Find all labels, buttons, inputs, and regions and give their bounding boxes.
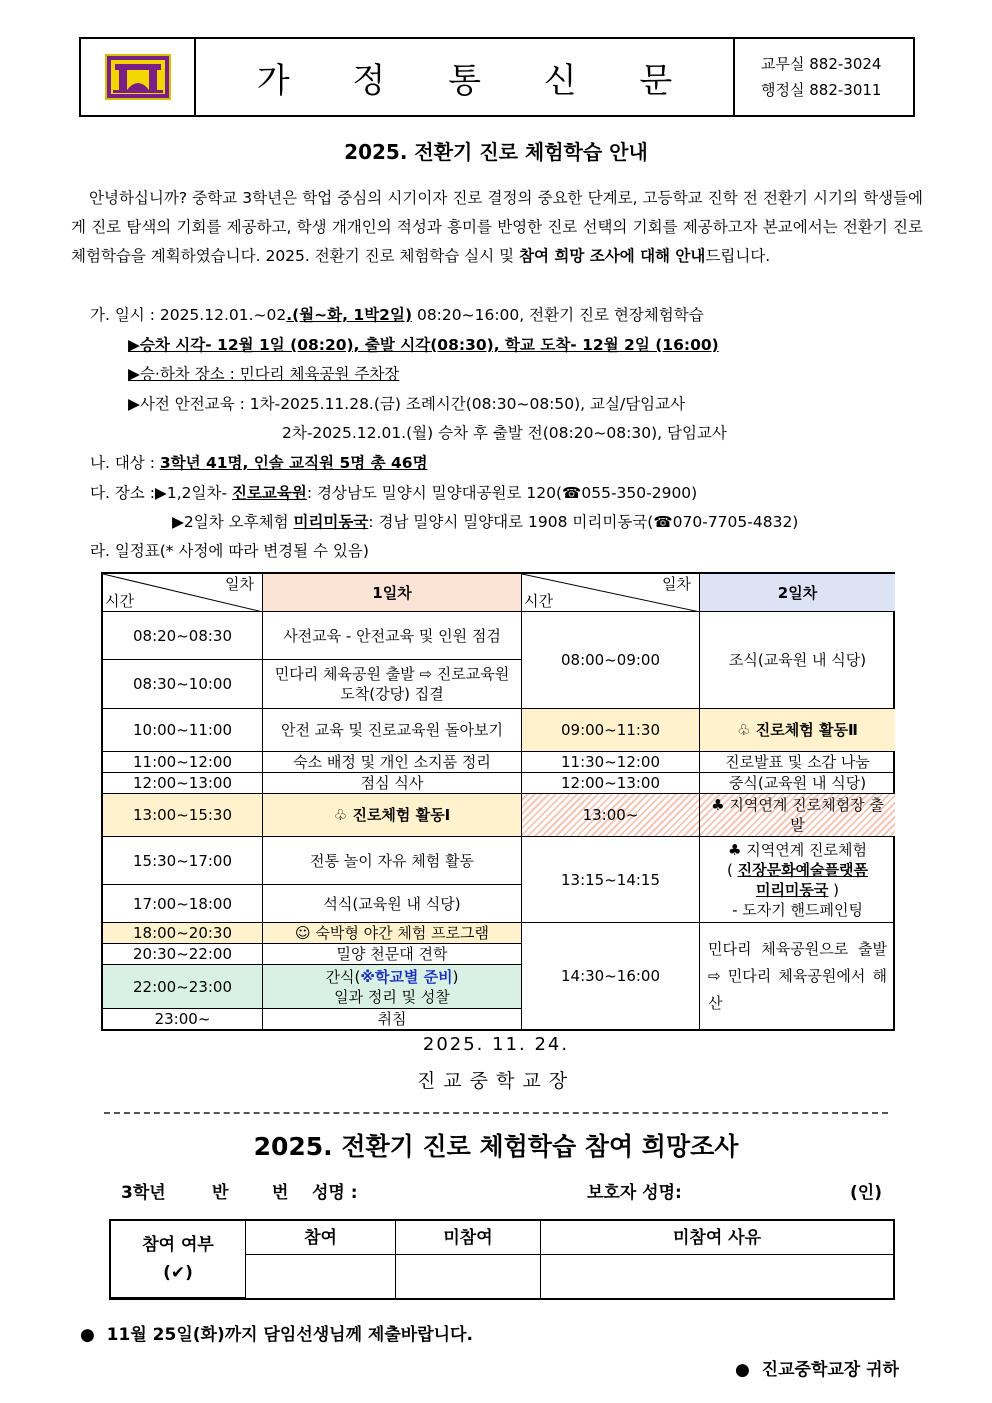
day2-time: 11:30~12:00 [522,752,700,773]
day2-time: 08:00~09:00 [522,612,700,709]
office-phone: 교무실 882-3024 [761,55,882,73]
pickup-place: ▶승·하차 장소 : 민다리 체육공원 주차장 [128,365,400,383]
item-na-target: 나. 대상 : 3학년 41명, 인솔 교직원 5명 총 46명 [90,454,428,472]
day2-activity-local: ♣ 지역연계 진로체험 ( 진장문화예술플랫폼 미리미동국 ) - 도자기 핸드페인팅 [700,837,895,923]
admin-phone: 행정실 882-3011 [761,81,882,99]
main-title: 2025. 전환기 진로 체험학습 안내 [344,140,648,164]
phone-numbers [733,39,913,115]
day1-time: 13:00~15:30 [103,794,263,837]
header-box [79,37,915,117]
day2-time: 14:30~16:00 [522,923,700,1029]
day1-activity: 점심 식사 [263,773,522,794]
day1-activity: 전통 놀이 자유 체험 활동 [263,837,522,885]
col-participate: 참여 [246,1221,396,1255]
survey-class: 반 [212,1183,229,1203]
header-diagonal-left: 일차 시간 [103,574,263,612]
day2-activity: ♣ 지역연계 진로체험장 출발 [700,794,895,837]
day1-time: 20:30~22:00 [103,944,263,965]
school-logo [81,39,196,115]
day1-time: 08:30~10:00 [103,660,263,709]
survey-title: 2025. 전환기 진로 체험학습 참여 희망조사 [253,1132,739,1161]
issue-date: 2025. 11. 24. [422,1034,570,1055]
day2-activity: 진로발표 및 소감 나눔 [700,752,895,773]
item-ga-datetime: 가. 일시 : 2025.12.01.~02.(월~화, 1박2일) 08:20~16:00, 전환기 진로 현장체험학습 [90,306,704,324]
cut-line [104,1112,888,1114]
boarding-times: ▶승차 시각- 12월 1일 (08:20), 출발 시각(08:30), 학교 도착- 12월 2일 (16:00) [128,336,719,354]
day2-activity: 중식(교육원 내 식당) [700,773,895,794]
header-diagonal-right: 일차 시간 [522,574,700,612]
seal-mark: (인) [850,1183,882,1203]
survey-number: 번 [272,1183,289,1203]
day1-time: 11:00~12:00 [103,752,263,773]
participation-table [109,1219,895,1300]
day2-header: 2일차 [700,574,895,612]
day1-activity: 사전교육 - 안전교육 및 인원 점검 [263,612,522,660]
col-reason: 미참여 사유 [541,1221,893,1255]
schedule-table [101,572,895,1031]
day1-time: 15:30~17:00 [103,837,263,885]
day1-activity: 숙소 배정 및 개인 소지품 정리 [263,752,522,773]
day1-time: 17:00~18:00 [103,885,263,923]
item-da-place-2: ▶2일차 오후체험 미리미동국: 경남 밀양시 밀양대로 1908 미리미동국(☎070-7705-4832) [172,513,799,531]
day1-time: 10:00~11:00 [103,709,263,752]
day1-activity: ♧ 진로체험 활동Ⅰ [263,794,522,837]
day1-time: 08:20~08:30 [103,612,263,660]
day2-activity: 민다리 체육공원으로 출발 ⇨ 민다리 체육공원에서 해산 [708,939,887,1012]
day2-activity: 조식(교육원 내 식당) [700,612,895,709]
day1-activity: 취침 [263,1009,522,1029]
day1-activity: 안전 교육 및 진로교육원 돌아보기 [263,709,522,752]
day1-activity-snack: 간식(※학교별 준비) 일과 정리 및 성찰 [263,965,522,1009]
item-ra-schedule: 라. 일정표(* 사정에 따라 변경될 수 있음) [90,542,369,560]
reason-input-cell[interactable] [541,1255,893,1298]
addressee-note: ● 진교중학교장 귀하 [735,1360,899,1380]
safety-training-2: 2차-2025.12.01.(월) 승차 후 출발 전(08:20~08:30), 담임교사 [282,424,727,442]
day2-time: 13:00~ [522,794,700,837]
school-emblem-icon [105,54,171,100]
bullet-icon: ● [735,1360,762,1380]
day1-activity: 밀양 천문대 견학 [263,944,522,965]
safety-training-1: ▶사전 안전교육 : 1차-2025.11.28.(금) 조례시간(08:30~08:50), 교실/담임교사 [128,395,686,413]
participation-label: 참여 여부 (✔) [111,1221,246,1298]
not-participate-checkbox-cell[interactable] [396,1255,541,1298]
day1-header: 1일차 [263,574,522,612]
intro-paragraph: 안녕하십니까? 중학교 3학년은 학업 중심의 시기이자 진로 결정의 중요한 단계로, 고등학교 진학 전 전환기 시기의 학생들에게 진로 탐색의 기회를 제공하고, 학생 개개인의 적성과 흥미를 반영한 진로 선택의 기회를 제공하고자 본교에서는 전환기 진로 체험학습을 계획하였습니다. 2025. 전환기 진로 체험학습 실시 및 참여 희망 조사에 대해 안내드립니다. [71,189,923,265]
bullet-icon: ● [80,1325,107,1345]
survey-name-label: 성명 : [312,1183,358,1203]
day2-time: 09:00~11:30 [522,709,700,752]
col-not-participate: 미참여 [396,1221,541,1255]
day1-activity: 민다리 체육공원 출발 ⇨ 진로교육원 도착(강당) 집결 [263,660,522,709]
participate-checkbox-cell[interactable] [246,1255,396,1298]
item-da-place-1: 다. 장소 :▶1,2일차- 진로교육원: 경상남도 밀양시 밀양대공원로 120(☎055-350-2900) [90,484,698,502]
day2-time: 12:00~13:00 [522,773,700,794]
day1-activity: ☺ 숙박형 야간 체험 프로그램 [263,923,522,944]
day1-time: 18:00~20:30 [103,923,263,944]
day2-time: 13:15~14:15 [522,837,700,923]
day1-time: 23:00~ [103,1009,263,1029]
survey-grade: 3학년 [121,1183,166,1203]
day2-activity: ♧ 진로체험 활동Ⅱ [700,709,895,752]
day1-time: 12:00~13:00 [103,773,263,794]
newsletter-title: 가 정 통 신 문 [256,60,699,101]
day1-activity: 석식(교육원 내 식당) [263,885,522,923]
deadline-note: ● 11월 25일(화)까지 담임선생님께 제출바랍니다. [80,1325,473,1345]
day1-time: 22:00~23:00 [103,965,263,1009]
principal-signature: 진교중학교장 [416,1070,576,1092]
guardian-name-label: 보호자 성명: [587,1183,682,1203]
